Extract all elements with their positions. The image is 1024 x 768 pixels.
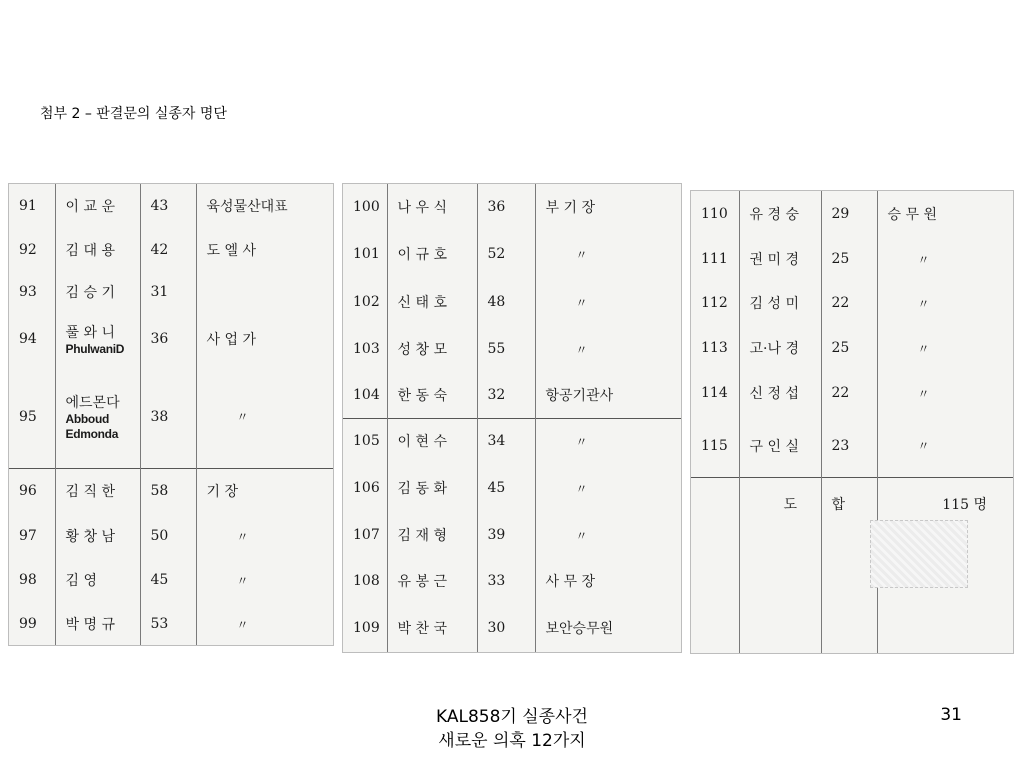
passenger-name: 고·나 경: [739, 325, 821, 371]
passenger-age: 36: [477, 184, 535, 230]
passenger-name: [55, 312, 140, 366]
table-row: [9, 184, 333, 228]
row-number: 97: [19, 528, 37, 544]
passenger-name: 유 경 숭: [739, 191, 821, 237]
passenger-role: 〃: [877, 281, 1013, 325]
passenger-age: 36: [140, 312, 196, 366]
row-number: 92: [19, 242, 37, 258]
table-row: [9, 602, 333, 646]
slide-caption: [0, 705, 1024, 753]
table-row: [9, 558, 333, 602]
passenger-name: 유 봉 근: [387, 558, 477, 604]
passenger-name: 신 정 섭: [739, 371, 821, 415]
passenger-role: 부 기 장: [535, 184, 681, 230]
table-row: [691, 281, 1013, 325]
passenger-role: 〃: [535, 326, 681, 372]
passenger-role: 〃: [877, 415, 1013, 477]
passenger-age: 45: [140, 558, 196, 602]
table-row: [9, 228, 333, 272]
passenger-age: 38: [140, 366, 196, 468]
slide-title: 첨부 2 – 판결문의 실종자 명단: [40, 106, 227, 122]
passenger-name: 신 태 호: [387, 278, 477, 326]
passenger-name: 김 승 기: [55, 272, 140, 312]
passenger-age: 33: [477, 558, 535, 604]
passenger-name: 김 직 한: [55, 468, 140, 514]
table-row: [9, 366, 333, 468]
passenger-name: 김 성 미: [739, 281, 821, 325]
table-row: [691, 371, 1013, 415]
passenger-age: 50: [140, 514, 196, 558]
roster-panel-2: [342, 183, 682, 653]
passenger-age: 29: [821, 191, 877, 237]
passenger-role: 승 무 원: [877, 191, 1013, 237]
passenger-name: 이 현 수: [387, 418, 477, 464]
passenger-name: [55, 366, 140, 468]
row-number: 91: [19, 198, 37, 214]
passenger-role: 〃: [535, 230, 681, 278]
table-row: [9, 272, 333, 312]
passenger-name: 구 인 실: [739, 415, 821, 477]
row-number: 110: [701, 206, 728, 222]
passenger-role: 육성물산대표: [196, 184, 333, 228]
roster-table-1: [9, 184, 333, 646]
passenger-age: 58: [140, 468, 196, 514]
passenger-role: 도 엘 사: [196, 228, 333, 272]
passenger-name: 김 동 화: [387, 464, 477, 512]
passenger-name-korean: 에드몬다: [65, 394, 120, 411]
table-row: [343, 464, 681, 512]
passenger-name: 김 재 형: [387, 512, 477, 558]
passenger-age: 25: [821, 237, 877, 281]
row-number: 95: [19, 408, 37, 425]
row-number: 96: [9, 468, 55, 514]
passenger-age: 25: [821, 325, 877, 371]
row-number: 112: [701, 295, 728, 311]
row-number: 104: [353, 386, 380, 403]
passenger-name-korean: 풀 와 니: [65, 324, 115, 341]
passenger-role: 〃: [535, 464, 681, 512]
passenger-role: 기 장: [196, 468, 333, 514]
table-row: [343, 512, 681, 558]
row-number: 115: [701, 437, 728, 454]
passenger-age: 52: [477, 230, 535, 278]
table-row: [343, 372, 681, 418]
passenger-role: 사 무 장: [535, 558, 681, 604]
table-row: [691, 237, 1013, 281]
row-number: 113: [701, 340, 728, 356]
passenger-age: 39: [477, 512, 535, 558]
table-row: [9, 514, 333, 558]
table-row: [691, 415, 1013, 477]
passenger-age: 30: [477, 604, 535, 652]
row-number: 106: [353, 480, 380, 496]
row-number: 109: [353, 620, 380, 636]
passenger-name: 이 교 운: [55, 184, 140, 228]
page-number: 31: [940, 705, 962, 725]
passenger-role: 〃: [535, 512, 681, 558]
row-number: 100: [353, 199, 380, 215]
total-label-a: 도: [739, 477, 821, 653]
passenger-name: 한 동 숙: [387, 372, 477, 418]
passenger-age: 55: [477, 326, 535, 372]
table-row: [343, 230, 681, 278]
stamp-mark: [870, 520, 968, 588]
row-number: 114: [701, 385, 728, 401]
caption-line-2: 새로운 의혹 12가지: [438, 731, 586, 751]
table-row: [343, 326, 681, 372]
row-number: 101: [353, 246, 380, 262]
passenger-name: 박 명 규: [55, 602, 140, 646]
passenger-role: 〃: [877, 371, 1013, 415]
row-number: 108: [353, 573, 380, 589]
passenger-role: [196, 272, 333, 312]
table-row: [343, 558, 681, 604]
passenger-name-latin: Abboud Edmonda: [65, 411, 119, 441]
roster-table-2: [343, 184, 681, 652]
passenger-role: 〃: [535, 418, 681, 464]
table-row: [343, 184, 681, 230]
row-number: 99: [19, 616, 37, 632]
table-row: [691, 325, 1013, 371]
passenger-name: 이 규 호: [387, 230, 477, 278]
passenger-role: 〃: [196, 602, 333, 646]
passenger-age: 22: [821, 281, 877, 325]
table-row: [9, 312, 333, 366]
passenger-age: 53: [140, 602, 196, 646]
passenger-role: 보안승무원: [535, 604, 681, 652]
passenger-age: 42: [140, 228, 196, 272]
row-number: 98: [19, 572, 37, 588]
passenger-age: 32: [477, 372, 535, 418]
total-label-b: 합: [821, 477, 877, 653]
passenger-name: 성 창 모: [387, 326, 477, 372]
passenger-age: 23: [821, 415, 877, 477]
table-row: [343, 604, 681, 652]
passenger-name: 나 우 식: [387, 184, 477, 230]
table-row: [343, 418, 681, 464]
row-number: 103: [353, 341, 380, 357]
passenger-name: 김 영: [55, 558, 140, 602]
row-number: 93: [19, 284, 37, 300]
total-count: 115 명: [877, 477, 1013, 653]
table-row: [9, 468, 333, 514]
passenger-role: 〃: [196, 558, 333, 602]
passenger-role: 〃: [877, 237, 1013, 281]
passenger-age: 48: [477, 278, 535, 326]
passenger-age: 31: [140, 272, 196, 312]
passenger-age: 43: [140, 184, 196, 228]
caption-line-1: KAL858기 실종사건: [436, 707, 588, 727]
passenger-name: 황 창 남: [55, 514, 140, 558]
passenger-name: 김 대 용: [55, 228, 140, 272]
row-number: 107: [353, 527, 380, 543]
passenger-role: 사 업 가: [196, 312, 333, 366]
passenger-role: 항공기관사: [535, 372, 681, 418]
passenger-role: 〃: [877, 325, 1013, 371]
passenger-role: 〃: [196, 366, 333, 468]
row-number: 105: [343, 418, 387, 464]
row-number: 94: [19, 331, 37, 347]
passenger-name-latin: PhulwaniD: [65, 341, 125, 356]
table-row: [691, 191, 1013, 237]
passenger-age: 22: [821, 371, 877, 415]
table-row: [343, 278, 681, 326]
passenger-name: 권 미 경: [739, 237, 821, 281]
row-number: 102: [353, 294, 380, 310]
passenger-role: 〃: [196, 514, 333, 558]
passenger-role: 〃: [535, 278, 681, 326]
passenger-age: 34: [477, 418, 535, 464]
row-number: 111: [701, 251, 728, 267]
passenger-age: 45: [477, 464, 535, 512]
passenger-name: 박 찬 국: [387, 604, 477, 652]
roster-panel-1: [8, 183, 334, 646]
